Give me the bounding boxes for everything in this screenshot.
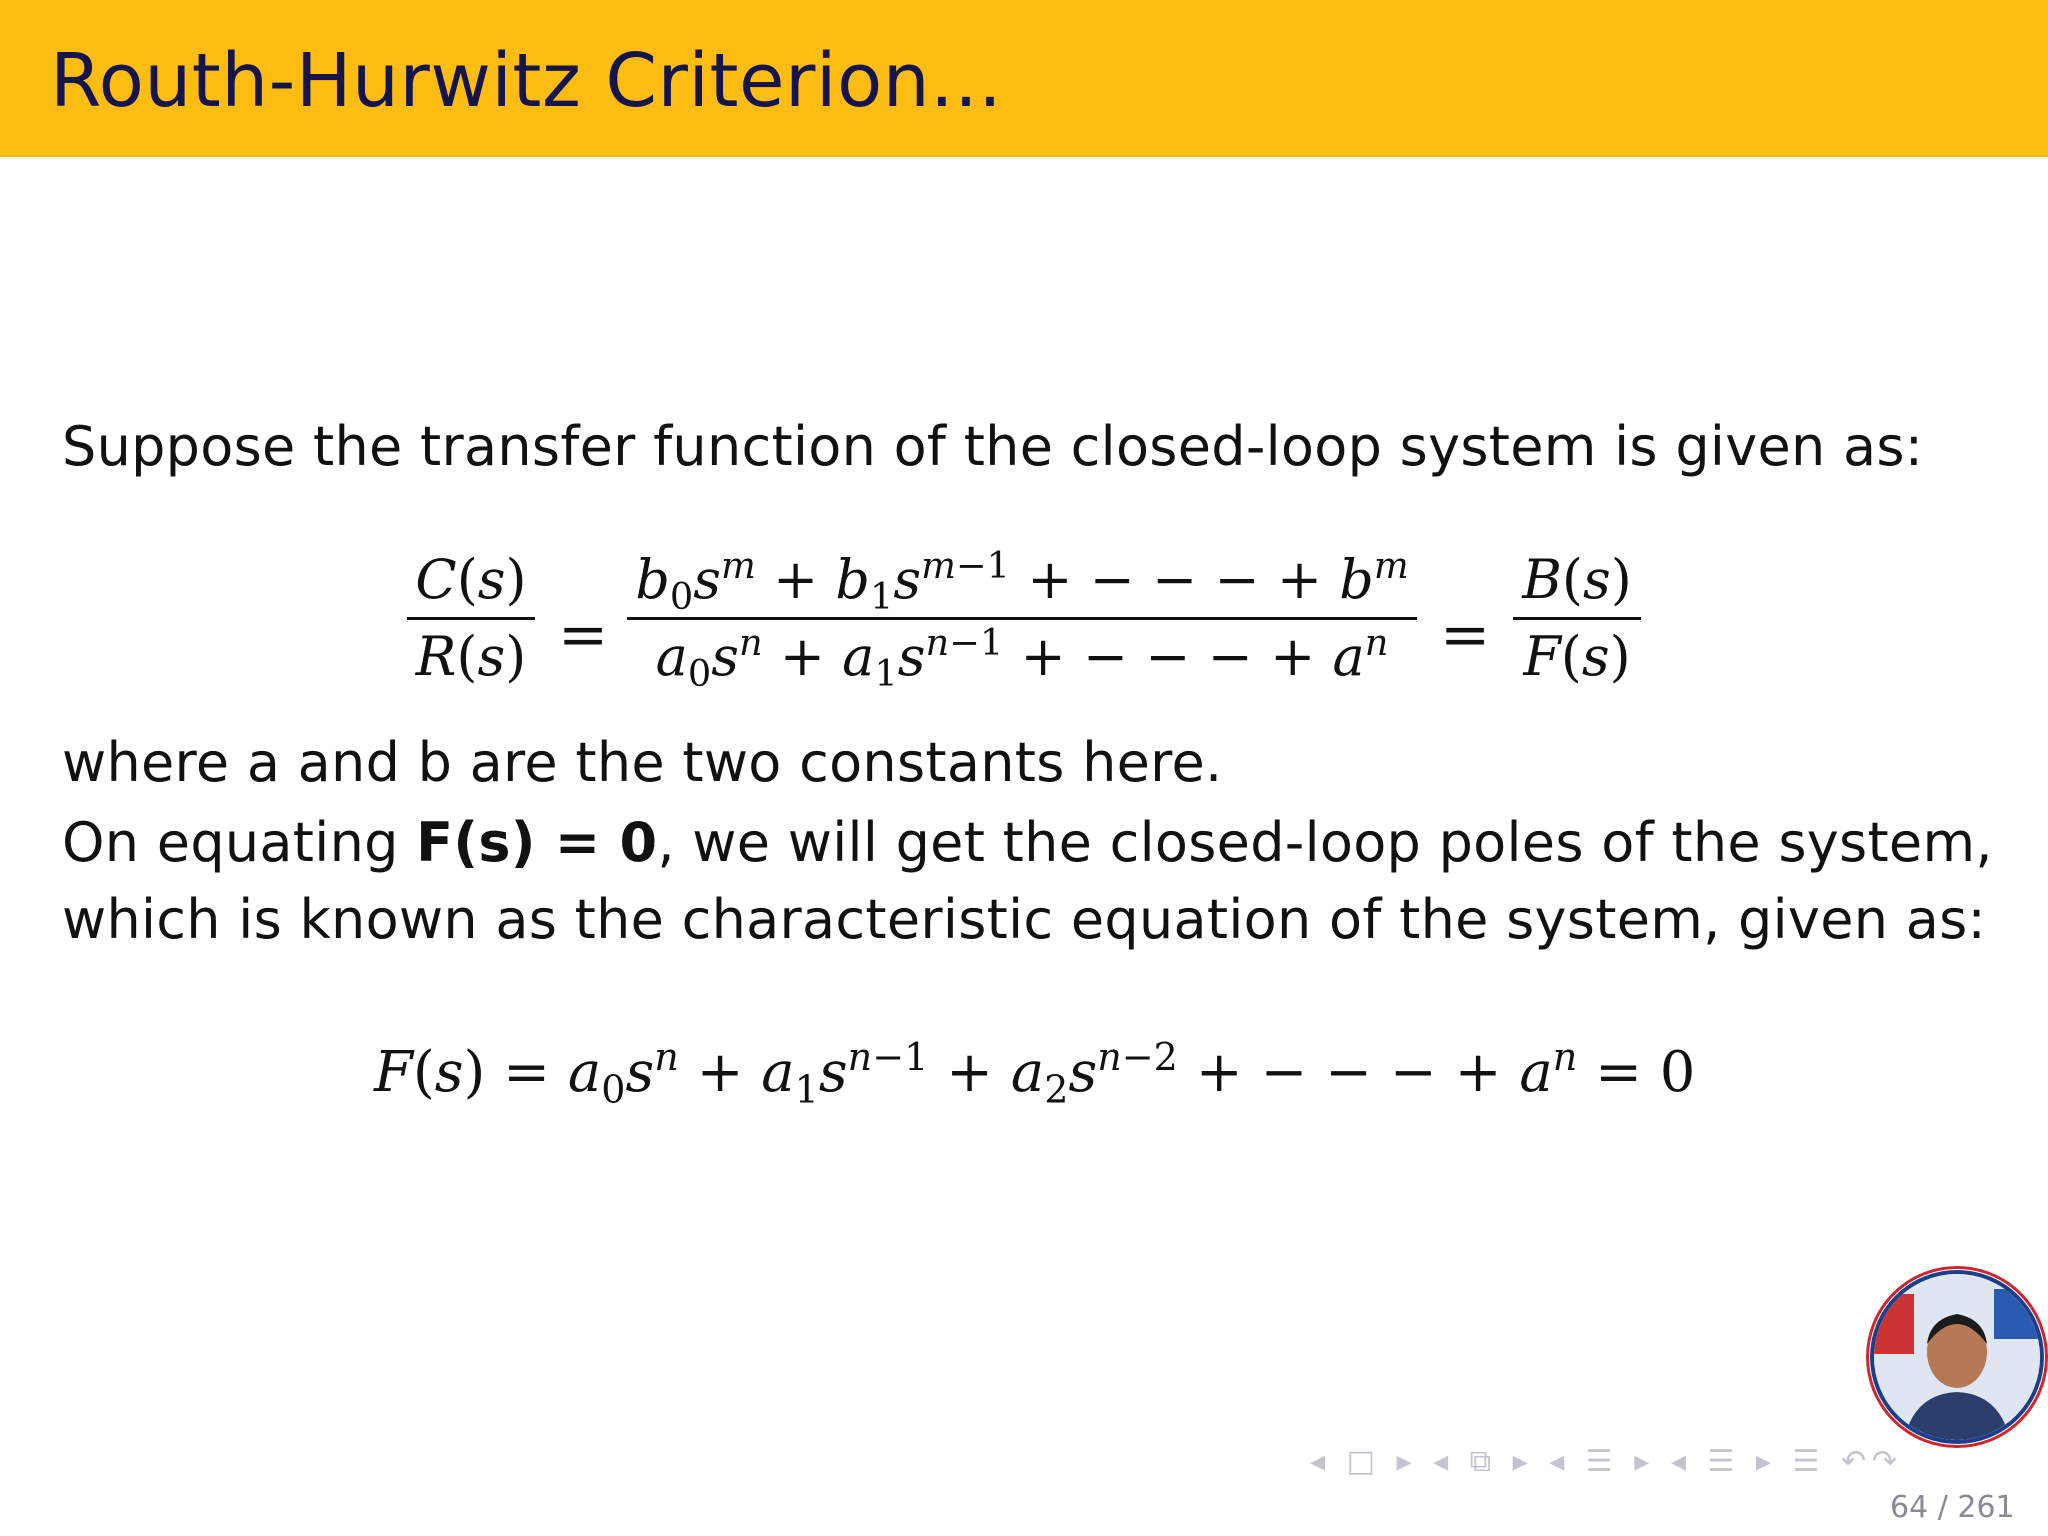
slide-title: Routh-Hurwitz Criterion... — [50, 38, 1003, 124]
presenter-avatar — [1870, 1270, 2044, 1444]
lhs-fraction — [407, 548, 535, 688]
equals-sign-2: = — [1440, 600, 1491, 670]
intro-text: Suppose the transfer function of the closed-loop system is given as: — [62, 415, 1924, 478]
where-text: where a and b are the two constants here. — [62, 731, 1223, 794]
equating-prefix: On equating — [62, 811, 417, 874]
denominator-polynomial: $a_0s^n + a_1s^{n-1}$ + − − − + $a^n$ — [655, 620, 1389, 696]
equals-sign-1: = — [558, 600, 609, 670]
presenter-portrait-icon — [1874, 1274, 2040, 1440]
polynomial-fraction — [627, 543, 1417, 696]
equating-text — [62, 811, 1993, 874]
equating-bold: F(s) = 0 — [416, 811, 658, 874]
rhs-fraction — [1513, 548, 1641, 688]
rhs-denominator: F(s) — [1523, 625, 1631, 688]
numerator-polynomial: $b_0s^m + b_1s^{m-1}$ + − − − + $b^m$ — [635, 543, 1409, 619]
lhs-numerator: C(s) — [415, 548, 527, 611]
beamer-navigation[interactable]: ◂ □ ▸ ◂ ⧉ ▸ ◂ ☰ ▸ ◂ ☰ ▸ ☰ ↶↷ — [1310, 1444, 1904, 1479]
equating-suffix: , we will get the closed-loop poles of the system, — [657, 811, 1993, 874]
known-text: which is known as the characteristic equation of the system, given as: — [62, 888, 1987, 951]
page-number: 64 / 261 — [1890, 1490, 2015, 1525]
lhs-denominator: R(s) — [415, 625, 527, 688]
rhs-numerator: B(s) — [1522, 548, 1632, 611]
characteristic-equation: $F(s) = a_0s^n + a_1s^{n-1} + a_2s^{n-2}$ + − − − + $a^n = 0$ — [374, 1035, 1696, 1112]
slide-header — [0, 0, 2048, 157]
